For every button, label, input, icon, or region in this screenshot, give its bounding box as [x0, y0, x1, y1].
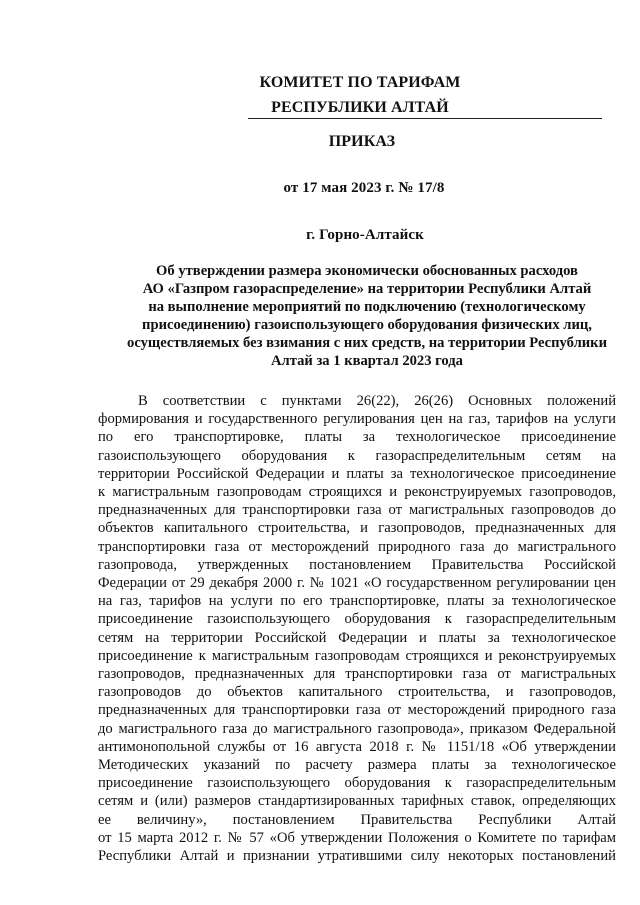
body-line: сетям на территории Российской Федерации и платы за технологическое — [98, 629, 616, 646]
body-line: Федерации от 29 декабря 2000 г. № 1021 «О государственном регулировании цен — [98, 575, 616, 592]
body-line: от 15 марта 2012 г. № 57 «Об утверждении Положения о Комитете по тарифам — [98, 829, 616, 846]
title-line: Об утверждении размера экономически обоснованных расходов — [156, 263, 578, 279]
title-line: осуществляемых без взимания с них средств, на территории Республики — [127, 335, 607, 351]
body-line: газопроводов до объектов капитального строительства, и газопроводов, — [98, 684, 616, 701]
title-line: АО «Газпром газораспределение» на территории Республики Алтай — [142, 281, 592, 297]
body-line: присоединение к магистральным газопроводам строящихся и реконструируемых — [98, 647, 616, 664]
body-line: присоединение газоиспользующего оборудования к газораспределительным — [98, 775, 616, 792]
body-line: транспортировки газа от месторождений природного газа до магистрального — [98, 538, 616, 555]
organization-name-line1: КОМИТЕТ ПО ТАРИФАМ — [259, 74, 461, 91]
body-line: Методических указаний по расчету размера платы за технологическое — [98, 757, 616, 774]
document-date-number: от 17 мая 2023 г. № 17/8 — [283, 180, 445, 196]
body-line: объектов капитального строительства, и газопроводов, предназначенных для — [98, 520, 616, 537]
body-line: предназначенных для транспортировки газа от месторождений природного газа — [98, 702, 616, 719]
header-divider — [248, 118, 602, 119]
body-line: сетям и (или) размеров стандартизированных тарифных ставок, определяющих — [98, 793, 616, 810]
body-line: к магистральным газопроводам строящихся и реконструируемых газопроводов, — [98, 484, 616, 501]
title-line: на выполнение мероприятий по подключению (технологическому — [148, 299, 586, 315]
body-line: присоединение газоиспользующего оборудования к газораспределительным — [98, 611, 616, 628]
body-line: ее величину», постановлением Правительства Республики Алтай — [98, 811, 616, 828]
document-body — [98, 392, 616, 865]
body-line: газопроводов, предназначенных для транспортировки газа от магистральных — [98, 666, 616, 683]
title-line: Алтай за 1 квартал 2023 года — [271, 353, 463, 369]
body-line: газопровода, утвержденных постановлением Правительства Российской — [98, 556, 616, 573]
body-line: на газ, тарифов на услуги по его транспортировке, платы за технологическое — [98, 593, 616, 610]
title-line: присоединению) газоиспользующего оборудования физических лиц, — [142, 317, 592, 333]
document-title — [112, 262, 622, 370]
body-line: В соответствии с пунктами 26(22), 26(26) Основных положений — [138, 393, 616, 409]
body-line: Республики Алтай и признании утратившими силу некоторых постановлений — [98, 848, 616, 865]
document-city: г. Горно-Алтайск — [306, 227, 424, 243]
organization-name-line2: РЕСПУБЛИКИ АЛТАЙ — [271, 99, 449, 116]
body-line: антимонопольной службы от 16 августа 2018 г. № 1151/18 «Об утверждении — [98, 738, 616, 755]
body-line: территории Российской Федерации и платы за технологическое присоединение — [98, 465, 616, 482]
body-line: формирования и государственного регулирования цен на газ, тарифов на услуги — [98, 411, 616, 428]
body-line: до магистрального газа до магистрального газопровода», приказом Федеральной — [98, 720, 616, 737]
body-line: по его транспортировке, платы за технологическое присоединение — [98, 429, 616, 446]
document-type: ПРИКАЗ — [328, 133, 396, 150]
body-line: предназначенных для транспортировки газа от магистральных газопроводов до — [98, 502, 616, 519]
body-line: газоиспользующего оборудования к газораспределительным сетям на — [98, 447, 616, 464]
